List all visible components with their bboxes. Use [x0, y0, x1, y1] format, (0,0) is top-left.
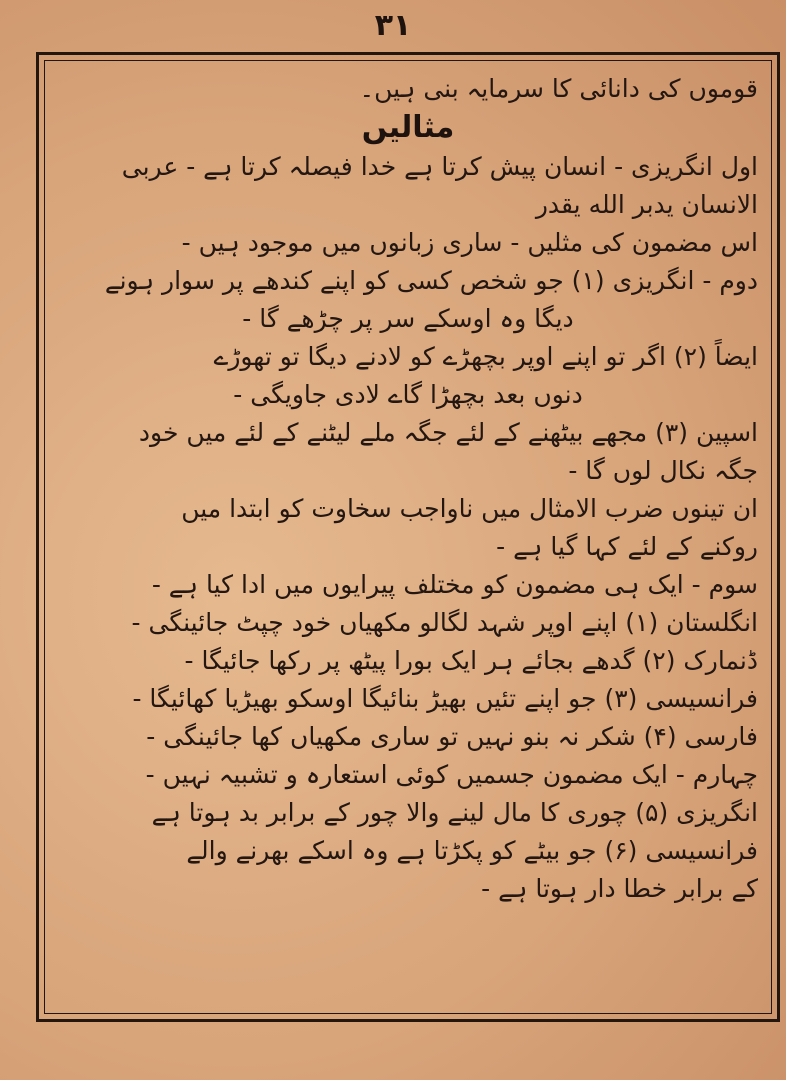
- text-line: الانسان یدبر الله یقدر: [535, 190, 758, 219]
- text-line: انگلستان (۱) اپنے اوپر شہد لگالو مکھیاں خود چپٹ جائینگی -: [131, 608, 758, 637]
- text-line: کے برابر خطا دار ہوتا ہے -: [481, 874, 758, 903]
- text-line: اول انگریزی - انسان پیش کرتا ہے خدا فیصلہ کرتا ہے - عربی: [121, 152, 758, 181]
- text-line: فارسی (۴) شکر نہ بنو نہیں تو ساری مکھیاں کھا جائینگی -: [146, 722, 758, 751]
- section-heading: مثالیں: [361, 110, 455, 145]
- text-line: اسپین (۳) مجھے بیٹھنے کے لئے جگہ ملے لیٹنے کے لئے میں خود: [138, 418, 758, 447]
- text-line: انگریزی (۵) چوری کا مال لینے والا چور کے برابر بد ہوتا ہے: [151, 798, 758, 827]
- text-line: ڈنمارک (۲) گدھے بجائے ہر ایک بورا پیٹھ پر رکھا جائیگا -: [184, 646, 758, 675]
- text-line: دوم - انگریزی (۱) جو شخص کسی کو اپنے کندھے پر سوار ہونے: [104, 266, 758, 295]
- text-line: دیگا وہ اوسکے سر پر چڑھے گا -: [242, 304, 574, 333]
- text-line: جگہ نکال لوں گا -: [568, 456, 758, 485]
- text-line: فرانسیسی (۳) جو اپنے تئیں بھیڑ بنائیگا اوسکو بھیڑیا کھائیگا -: [132, 684, 758, 713]
- intro-line: قوموں کی دانائی کا سرمایہ بنی ہیں۔: [359, 74, 758, 103]
- text-line: روکنے کے لئے کہا گیا ہے -: [496, 532, 758, 561]
- text-line: ان تینوں ضرب الامثال میں ناواجب سخاوت کو ابتدا میں: [181, 494, 758, 523]
- text-line: چہارم - ایک مضمون جسمیں کوئی استعارہ و تشبیہ نہیں -: [145, 760, 758, 789]
- text-line: دنوں بعد بچھڑا گاے لادی جاویگی -: [233, 380, 583, 409]
- text-line: اس مضمون کی مثلیں - ساری زبانوں میں موجود ہیں -: [181, 228, 758, 257]
- page-number: ۳۱: [374, 8, 412, 43]
- page-body: [58, 70, 758, 1000]
- text-line: ایضاً (۲) اگر تو اپنے اوپر بچھڑے کو لادنے دیگا تو تھوڑے: [213, 342, 758, 371]
- text-line: سوم - ایک ہی مضمون کو مختلف پیرایوں میں ادا کیا ہے -: [151, 570, 758, 599]
- text-line: فرانسیسی (۶) جو بیٹے کو پکڑتا ہے وہ اسکے بھرنے والے: [186, 836, 758, 865]
